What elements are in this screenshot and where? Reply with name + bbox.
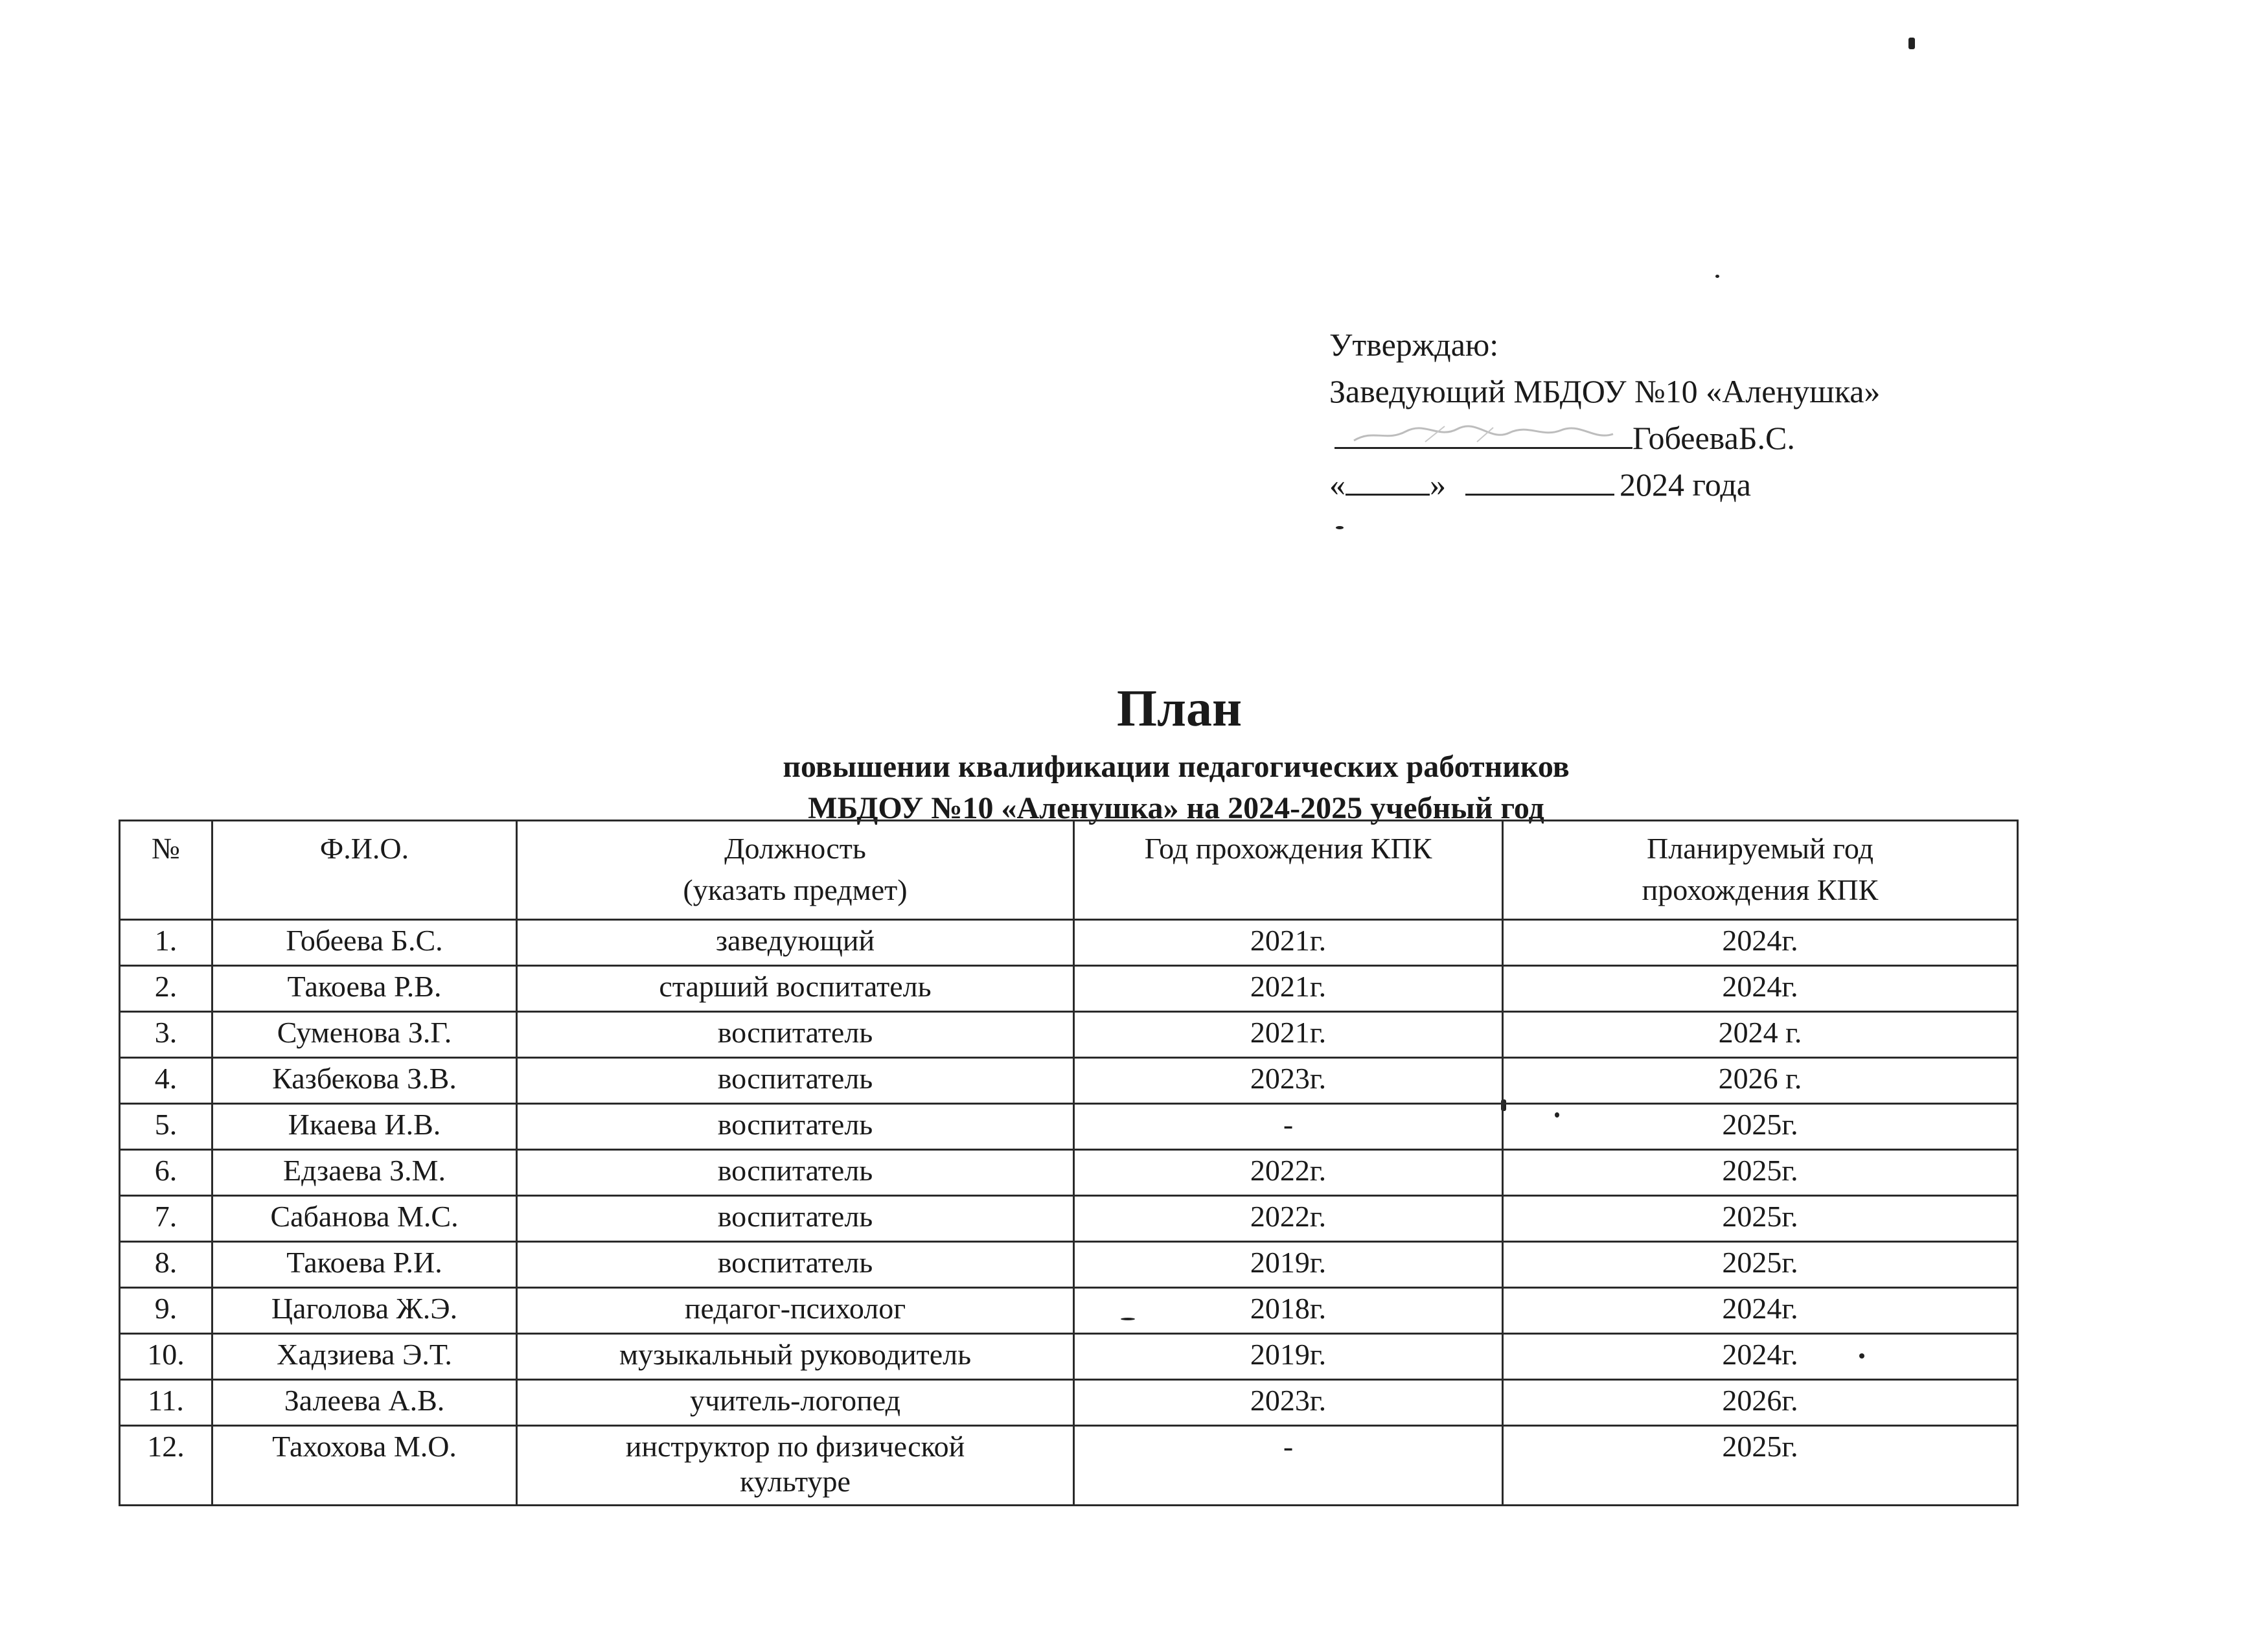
cell-kpk-year: 2021г. [1074,1012,1503,1058]
cell-name: Икаева И.В. [212,1104,517,1150]
cell-num: 8. [120,1242,212,1288]
cell-position: воспитатель [517,1150,1074,1196]
cell-name: Цаголова Ж.Э. [212,1288,517,1334]
date-day-field [1346,465,1430,496]
table-body [120,920,2018,1506]
cell-num: 5. [120,1104,212,1150]
cell-kpk-year: 2018г. [1074,1288,1503,1334]
cell-num: 12. [120,1426,212,1506]
approval-signature-line [1329,415,1880,461]
header-name: Ф.И.О. [212,821,517,920]
cell-planned-year: 2024 г. [1503,1012,2018,1058]
scan-speck [1908,38,1915,49]
document-subtitle: повышении квалификации педагогических работников [783,750,1570,784]
signer-name: ГобееваБ.С. [1632,420,1795,456]
date-month-field [1465,465,1614,496]
title-block [0,678,2268,829]
table-row [120,1196,2018,1242]
header-planned-year [1503,821,2018,920]
cell-kpk-year: 2019г. [1074,1242,1503,1288]
cell-position: воспитатель [517,1012,1074,1058]
cell-position: воспитатель [517,1242,1074,1288]
cell-name: Гобеева Б.С. [212,920,517,966]
document-subtitle-institution: МБДОУ №10 «Аленушка» на 2024-2025 учебный год [808,791,1544,825]
cell-position: воспитатель [517,1196,1074,1242]
cell-planned-year: 2025г. [1503,1150,2018,1196]
scan-speck [1336,526,1344,529]
cell-name: Такоева Р.В. [212,966,517,1012]
cell-num: 6. [120,1150,212,1196]
approval-stamp-block [1329,321,1880,508]
cell-planned-year: 2024г. [1503,920,2018,966]
table-row [120,920,2018,966]
header-position-line2: (указать предмет) [683,873,908,906]
cell-planned-year: 2025г. [1503,1426,2018,1506]
table-header-row [120,821,2018,920]
cell-planned-year: 2025г. [1503,1242,2018,1288]
cell-num: 11. [120,1380,212,1426]
cell-kpk-year: 2023г. [1074,1380,1503,1426]
cell-kpk-year: 2023г. [1074,1058,1503,1104]
header-planned-line1: Планируемый год [1647,832,1873,865]
date-year-text: 2024 года [1620,466,1751,503]
scan-speck [1715,275,1719,278]
table-row [120,1012,2018,1058]
cell-position: музыкальный руководитель [517,1334,1074,1380]
table-header [120,821,2018,920]
approval-date-line [1329,461,1880,508]
cell-planned-year: 2024г. [1503,966,2018,1012]
cell-planned-year: 2025г. [1503,1104,2018,1150]
table-row [120,1058,2018,1104]
handwritten-signature [1347,422,1620,446]
cell-position: старший воспитатель [517,966,1074,1012]
header-kpk-year: Год прохождения КПК [1074,821,1503,920]
cell-name: Тахохова М.О. [212,1426,517,1506]
cell-name: Залеева А.В. [212,1380,517,1426]
approval-head-position: Заведующий МБДОУ №10 «Аленушка» [1329,373,1881,409]
header-num: № [120,821,212,920]
table-row [120,1380,2018,1426]
cell-planned-year: 2025г. [1503,1196,2018,1242]
cell-kpk-year: - [1074,1426,1503,1506]
cell-position: воспитатель [517,1104,1074,1150]
cell-position: педагог-психолог [517,1288,1074,1334]
signature-field [1334,419,1632,449]
cell-planned-year: 2026г. [1503,1380,2018,1426]
cell-position-line1: инструктор по физической [625,1430,965,1463]
qualification-plan-table [119,820,2019,1506]
cell-num: 10. [120,1334,212,1380]
cell-kpk-year: 2019г. [1074,1334,1503,1380]
date-quote-open: « [1329,466,1346,503]
table-row [120,966,2018,1012]
table-row [120,1426,2018,1506]
table-row [120,1334,2018,1380]
cell-planned-year: 2024г. [1503,1334,2018,1380]
cell-kpk-year: 2021г. [1074,920,1503,966]
cell-name: Такоева Р.И. [212,1242,517,1288]
cell-position: заведующий [517,920,1074,966]
cell-num: 7. [120,1196,212,1242]
cell-kpk-year: 2022г. [1074,1150,1503,1196]
cell-position: воспитатель [517,1058,1074,1104]
cell-name: Казбекова З.В. [212,1058,517,1104]
cell-planned-year: 2026 г. [1503,1058,2018,1104]
cell-position-line2: культуре [740,1465,851,1498]
approval-heading: Утверждаю: [1329,327,1499,363]
cell-num: 1. [120,920,212,966]
cell-kpk-year: 2021г. [1074,966,1503,1012]
cell-num: 3. [120,1012,212,1058]
date-quote-close: » [1430,466,1446,503]
cell-name: Суменова З.Г. [212,1012,517,1058]
cell-position: учитель-логопед [517,1380,1074,1426]
document-title: План [1116,680,1243,737]
cell-name: Хадзиева Э.Т. [212,1334,517,1380]
cell-num: 9. [120,1288,212,1334]
qualification-plan-table-wrap [119,820,2017,1506]
header-position [517,821,1074,920]
table-row [120,1288,2018,1334]
table-row [120,1150,2018,1196]
table-row [120,1242,2018,1288]
cell-name: Сабанова М.С. [212,1196,517,1242]
table-row [120,1104,2018,1150]
cell-kpk-year: 2022г. [1074,1196,1503,1242]
cell-position [517,1426,1074,1506]
cell-kpk-year: - [1074,1104,1503,1150]
header-position-line1: Должность [724,832,866,865]
cell-name: Едзаева З.М. [212,1150,517,1196]
cell-num: 4. [120,1058,212,1104]
cell-num: 2. [120,966,212,1012]
cell-planned-year: 2024г. [1503,1288,2018,1334]
header-planned-line2: прохождения КПК [1642,873,1879,906]
